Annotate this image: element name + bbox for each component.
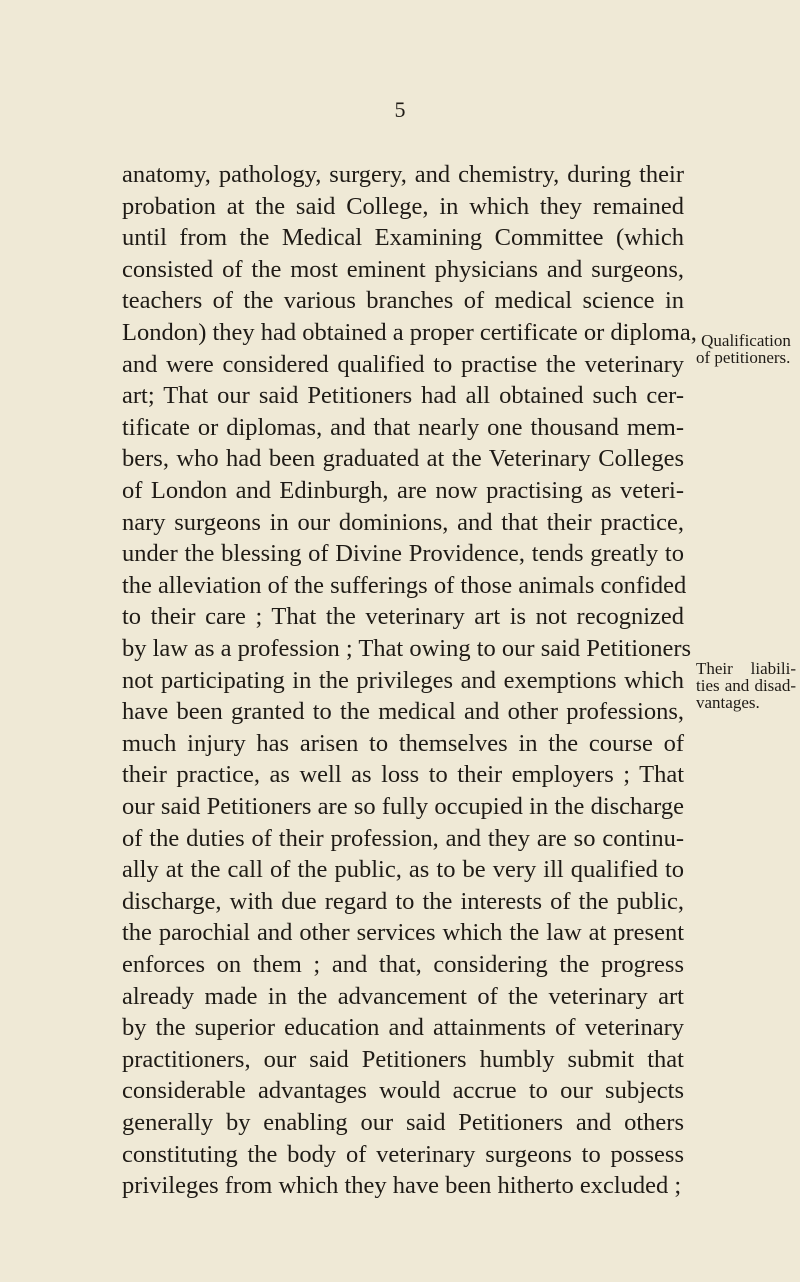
text-line: ally at the call of the public, as to be very ill qualified to	[122, 856, 684, 884]
page-number: 5	[394, 97, 406, 122]
text-line: generally by enabling our said Petitioners and others	[122, 1109, 684, 1136]
margin-note-line: Qualification	[701, 331, 791, 350]
text-line: by the superior education and attainments of veterinary	[122, 1014, 684, 1042]
text-line: discharge, with due regard to the interests of the public,	[122, 887, 684, 915]
text-line: the alleviation of the sufferings of those animals confided	[122, 571, 687, 599]
text-line: to their care ; That the veterinary art is not recognized	[122, 603, 684, 631]
text-line: under the blessing of Divine Providence, tends greatly to	[122, 540, 684, 568]
text-line: by law as a profession ; That owing to our said Petitioners	[122, 635, 692, 662]
margin-note-qualification	[696, 332, 796, 366]
text-line: already made in the advancement of the veterinary art	[122, 982, 684, 1010]
margin-note-liabilities	[696, 660, 796, 711]
text-line: tificate or diplomas, and that nearly one thousand mem-	[122, 413, 684, 441]
margin-note-line: ties and disad-	[696, 676, 796, 695]
text-line: probation at the said College, in which they remained	[122, 192, 684, 220]
text-line: the parochial and other services which the law at present	[122, 919, 684, 947]
margin-note-line: vantages.	[696, 693, 760, 712]
text-line: their practice, as well as loss to their employers ; That	[122, 761, 684, 789]
text-line: of London and Edinburgh, are now practising as veteri-	[122, 477, 684, 504]
text-line: not participating in the privileges and exemptions which	[122, 666, 684, 694]
text-line: practitioners, our said Petitioners humbly submit that	[122, 1045, 684, 1073]
text-line: and were considered qualified to practise the veterinary	[122, 350, 684, 378]
text-line: considerable advantages would accrue to our subjects	[122, 1077, 684, 1105]
text-line: much injury has arisen to themselves in the course of	[122, 729, 684, 757]
text-line: nary surgeons in our dominions, and that their practice,	[122, 508, 684, 536]
text-line: London) they had obtained a proper certificate or diploma,	[122, 319, 697, 346]
text-line: until from the Medical Examining Committee (which	[122, 224, 684, 252]
text-line: privileges from which they have been hitherto excluded ;	[122, 1172, 682, 1200]
text-line: art; That our said Petitioners had all obtained such cer-	[122, 382, 684, 410]
text-line: anatomy, pathology, surgery, and chemistry, during their	[122, 161, 684, 188]
text-line: consisted of the most eminent physicians and surgeons,	[122, 255, 684, 283]
text-line: our said Petitioners are so fully occupied in the discharge	[122, 793, 684, 820]
text-line: enforces on them ; and that, considering the progress	[122, 951, 684, 978]
margin-note-line: Their liabili-	[696, 659, 796, 678]
text-line: teachers of the various branches of medical science in	[122, 287, 684, 315]
text-line: of the duties of their profession, and they are so continu-	[122, 824, 684, 852]
text-line: bers, who had been graduated at the Veterinary Colleges	[122, 445, 684, 473]
text-line: have been granted to the medical and other professions,	[122, 698, 684, 726]
text-line: constituting the body of veterinary surgeons to possess	[122, 1140, 684, 1168]
margin-note-line: of petitioners.	[696, 348, 791, 367]
